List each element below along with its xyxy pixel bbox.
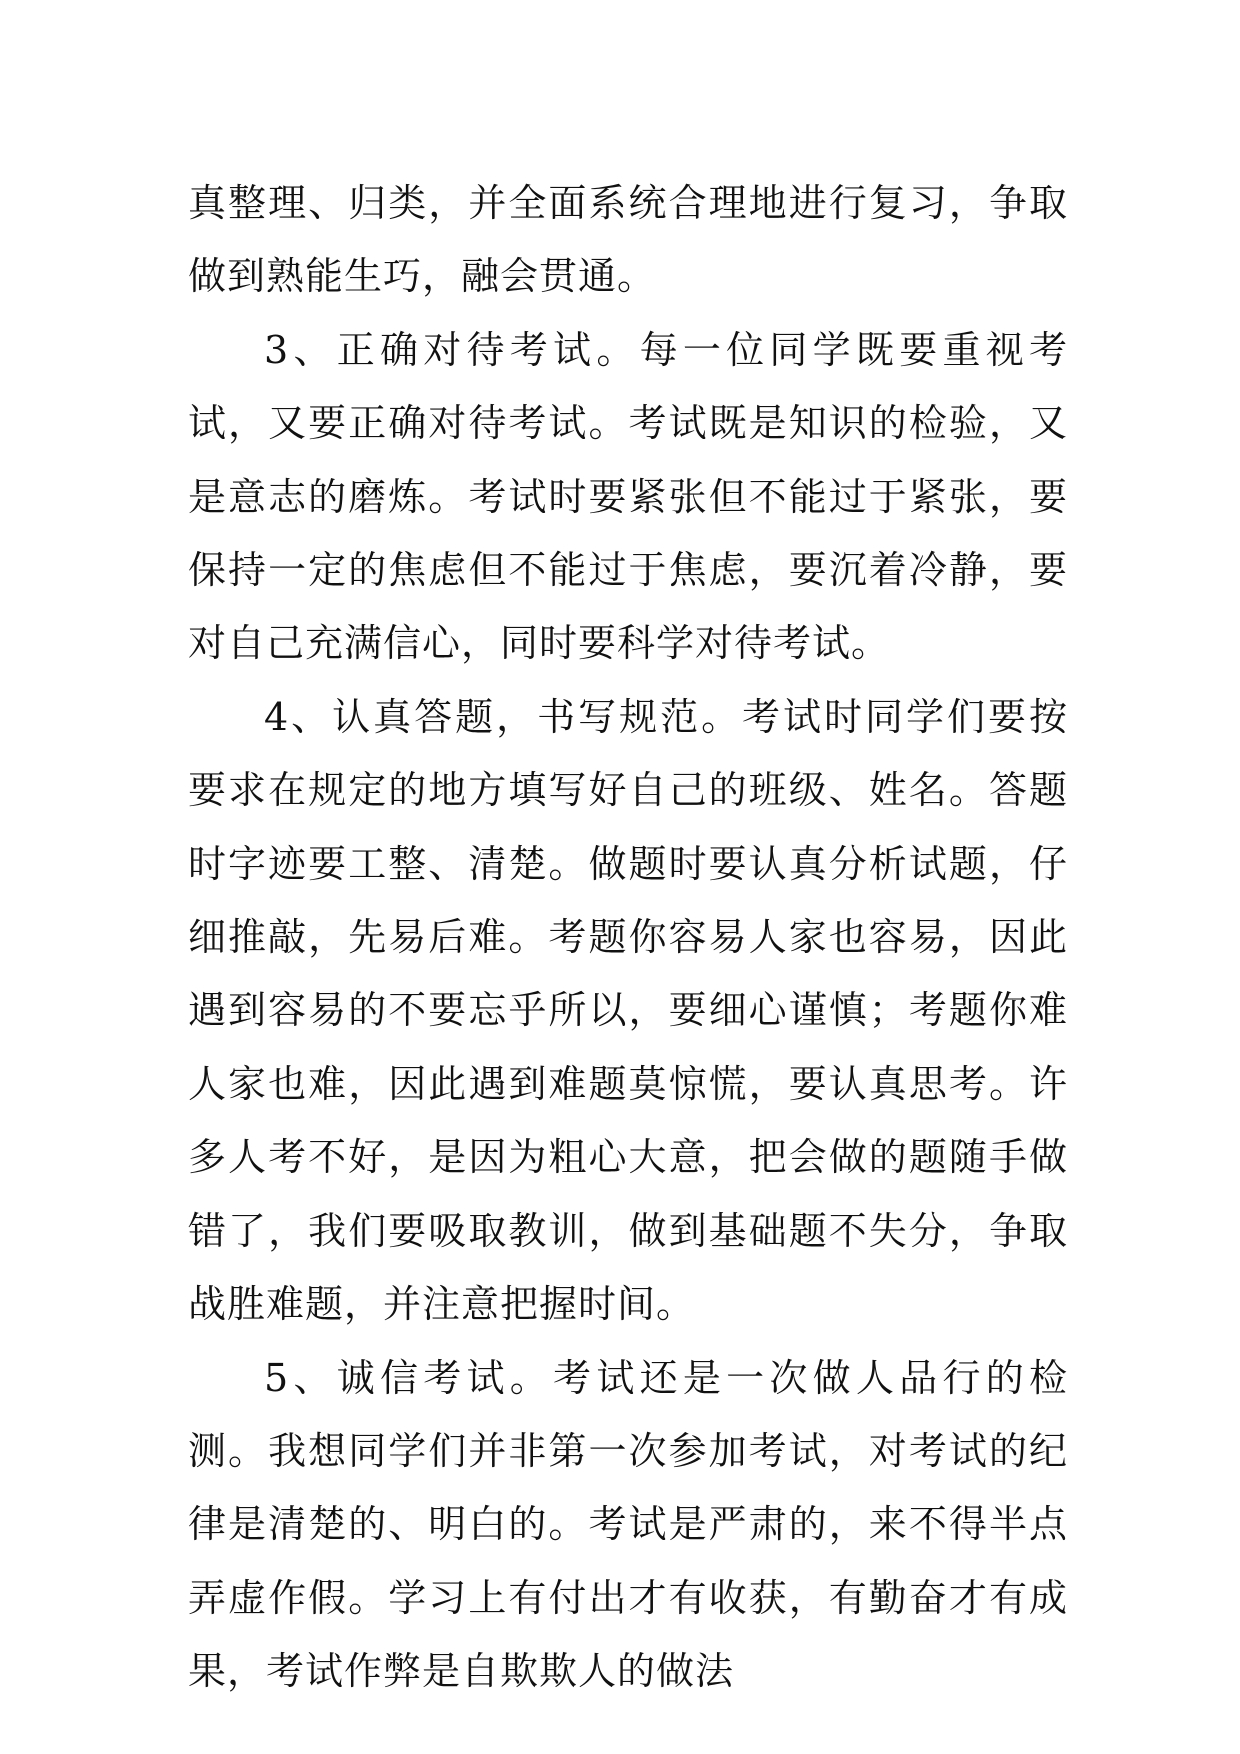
paragraph-continuation: 真整理、归类，并全面系统合理地进行复习，争取做到熟能生巧，融会贯通。 (188, 181, 1068, 299)
paragraph-item-4: 4、认真答题，书写规范。考试时同学们要按要求在规定的地方填写好自己的班级、姓名。答题时字迹要工整、清楚。做题时要认真分析试题，仔细推敲，先易后难。考题你容易人家也容易，因此遇到容易的不要忘乎所以，要细心谨慎；考题你难人家也难，因此遇到难题莫惊慌，要认真思考。许多人考不好，是因为粗心大意，把会做的题随手做错了，我们要吸取教训，做到基础题不失分，争取战胜难题，并注意把握时间。 (188, 694, 1068, 1327)
paragraph-item-5: 5、诚信考试。考试还是一次做人品行的检测。我想同学们并非第一次参加考试，对考试的纪律是清楚的、明白的。考试是严肃的，来不得半点弄虚作假。学习上有付出才有收获，有勤奋才有成果，考试作弊是自欺欺人的做法 (188, 1355, 1068, 1694)
paragraph-item-3: 3、正确对待考试。每一位同学既要重视考试，又要正确对待考试。考试既是知识的检验，又是意志的磨炼。考试时要紧张但不能过于紧张，要保持一定的焦虑但不能过于焦虑，要沉着冷静，要对自己充满信心，同时要科学对待考试。 (188, 327, 1068, 666)
body-text (188, 167, 1068, 1709)
